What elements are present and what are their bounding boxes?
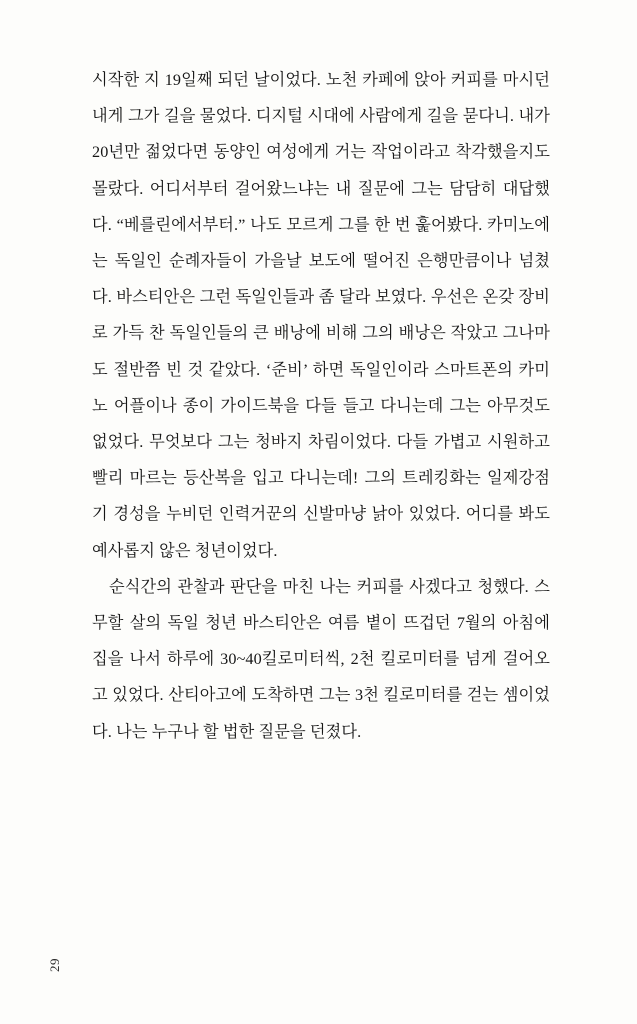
paragraph-1: 시작한 지 19일째 되던 날이었다. 노천 카페에 앉아 커피를 마시던 내게 그가 길을 물었다. 디지털 시대에 사람에게 길을 묻다니. 내가 20년만 젊었다면 동양인 여성에게 거는 작업이라고 착각했을지도 몰랐다. 어디서부터 걸어왔느냐는 내 질문에 그는 담담히 대답했다. “베를린에서부터.” 나도 모르게 그를 한 번 훑어봤다. 카미노에는 독일인 순례자들이 가을날 보도에 떨어진 은행만큼이나 넘쳤다. 바스티안은 그런 독일인들과 좀 달라 보였다. 우선은 온갖 장비로 가득 찬 독일인들의 큰 배낭에 비해 그의 배낭은 작았고 그나마도 절반쯤 빈 것 같았다. ‘준비’ 하면 독일인이라 스마트폰의 카미노 어플이나 종이 가이드북을 다들 들고 다니는데 그는 아무것도 없었다. 무엇보다 그는 청바지 차림이었다. 다들 가볍고 시원하고 빨리 마르는 등산복을 입고 다니는데! 그의 트레킹화는 일제강점기 경성을 누비던 인력거꾼의 신발마냥 낡아 있었다. 어디를 봐도 예사롭지 않은 청년이었다.	[92, 71, 550, 560]
page-number: 29	[47, 958, 62, 972]
body-text-column	[92, 62, 550, 750]
paragraph-2: 순식간의 관찰과 판단을 마친 나는 커피를 사겠다고 청했다. 스무할 살의 독일 청년 바스티안은 여름 볕이 뜨겁던 7월의 아침에 집을 나서 하루에 30~40킬로미터씩, 2천 킬로미터를 넘게 걸어오고 있었다. 산티아고에 도착하면 그는 3천 킬로미터를 걷는 셈이었다. 나는 누구나 할 법한 질문을 던졌다.	[92, 577, 550, 741]
